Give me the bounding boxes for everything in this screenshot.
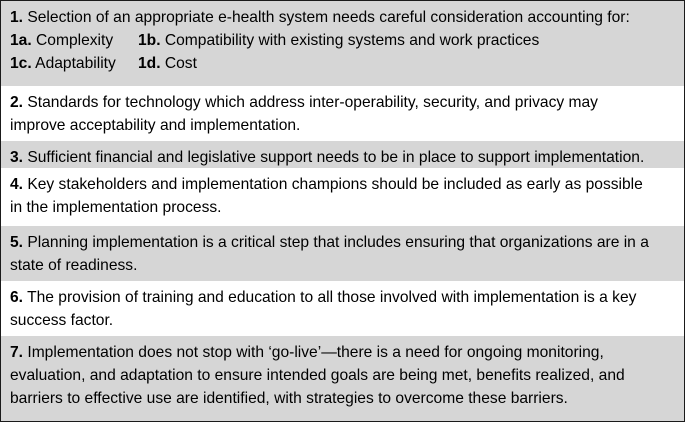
item-text: success factor. bbox=[10, 312, 114, 329]
row-line bbox=[10, 91, 675, 114]
subitem-text: Cost bbox=[164, 55, 197, 72]
row-line bbox=[10, 254, 675, 277]
item-text: Selection of an appropriate e-health system needs careful consideration accounting for: bbox=[27, 9, 630, 26]
item-number: 6. bbox=[10, 289, 24, 306]
table-row-2 bbox=[1, 86, 684, 141]
subitem-1c bbox=[10, 52, 138, 75]
item-text: Standards for technology which address inter-operability, security, and privacy may bbox=[27, 94, 598, 111]
table-row-4 bbox=[1, 168, 684, 226]
item-text: improve acceptability and implementation. bbox=[10, 117, 301, 134]
item-text: Planning implementation is a critical step that includes ensuring that organizations are in a bbox=[27, 234, 649, 251]
item-text: Sufficient financial and legislative support needs to be in place to support implementation. bbox=[27, 149, 645, 166]
row-line bbox=[10, 173, 675, 196]
item-number: 4. bbox=[10, 176, 24, 193]
subitem-number: 1c. bbox=[10, 55, 32, 72]
item-number: 3. bbox=[10, 149, 24, 166]
item-text: barriers to effective use are identified, with strategies to overcome these barriers. bbox=[10, 390, 568, 407]
item-number: 5. bbox=[10, 234, 24, 251]
item-number: 2. bbox=[10, 94, 24, 111]
subitem-1a bbox=[10, 29, 138, 52]
subitem-text: Complexity bbox=[36, 32, 114, 49]
subitem-number: 1d. bbox=[138, 55, 161, 72]
table-row-3 bbox=[1, 141, 684, 168]
item-text: The provision of training and education to all those involved with implementation is a key bbox=[27, 289, 637, 306]
row-line bbox=[10, 387, 675, 410]
row-line bbox=[10, 364, 675, 387]
row-line bbox=[10, 196, 675, 219]
subitem-line bbox=[10, 52, 675, 75]
table-row-7 bbox=[1, 336, 684, 421]
table-row-1 bbox=[1, 1, 684, 86]
row-line bbox=[10, 231, 675, 254]
row-line bbox=[10, 114, 675, 137]
subitem-line bbox=[10, 29, 675, 52]
row-line bbox=[10, 309, 675, 332]
table-row-5 bbox=[1, 226, 684, 281]
subitem-text: Adaptability bbox=[35, 55, 116, 72]
item-number: 1. bbox=[10, 9, 24, 26]
row-line bbox=[10, 146, 675, 169]
subitem-text: Compatibility with existing systems and work practices bbox=[164, 32, 540, 49]
item-text: in the implementation process. bbox=[10, 199, 222, 216]
subitem-1d bbox=[138, 52, 197, 75]
item-text: Implementation does not stop with ‘go-live’—there is a need for ongoing monitoring, bbox=[27, 344, 604, 361]
item-text: Key stakeholders and implementation champions should be included as early as possible bbox=[27, 176, 643, 193]
row-line bbox=[10, 341, 675, 364]
table-row-6 bbox=[1, 281, 684, 336]
item-number: 7. bbox=[10, 344, 24, 361]
subitem-number: 1b. bbox=[138, 32, 161, 49]
subitem-1b bbox=[138, 29, 539, 52]
subitem-number: 1a. bbox=[10, 32, 32, 49]
item-text: state of readiness. bbox=[10, 257, 138, 274]
row-line bbox=[10, 6, 675, 29]
row-line bbox=[10, 286, 675, 309]
item-text: evaluation, and adaptation to ensure intended goals are being met, benefits realized, and bbox=[10, 367, 625, 384]
